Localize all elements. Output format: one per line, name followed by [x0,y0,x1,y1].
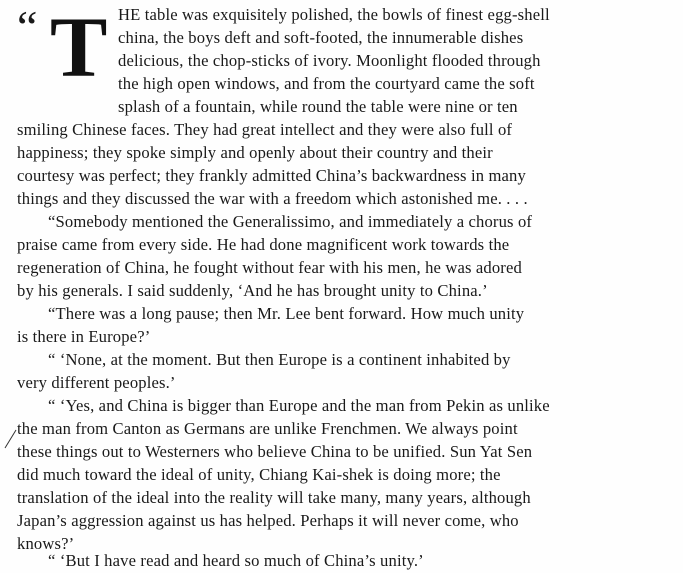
text-line: smiling Chinese faces. They had great intellect and they were also full of [17,120,513,139]
text-line: “ ‘Yes, and China is bigger than Europe and the man from Pekin as unlike [48,396,550,415]
text-line: translation of the ideal into the reality will take many, many years, although [17,488,531,507]
text-line: “There was a long pause; then Mr. Lee bent forward. How much unity [48,304,525,323]
text-line: splash of a fountain, while round the table were nine or ten [118,97,518,116]
text-line: very different peoples.’ [17,373,176,392]
text-line: knows?’ [17,534,75,553]
text-line: things and they discussed the war with a freedom which astonished me. . . . [17,189,528,208]
text-line: the man from Canton as Germans are unlike Frenchmen. We always point [17,419,518,438]
dropcap-open-quote: “ [17,1,38,52]
text-line: china, the boys deft and soft-footed, the innumerable dishes [118,28,524,47]
text-line: praise came from every side. He had done magnificent work towards the [17,235,510,254]
text-line: courtesy was perfect; they frankly admitted China’s backwardness in many [17,166,526,185]
text-line: these things out to Westerners who believe China to be unified. Sun Yat Sen [17,442,533,461]
margin-pen-mark [2,428,18,450]
dropcap-letter: T [50,0,108,95]
text-line: “Somebody mentioned the Generalissimo, and immediately a chorus of [48,212,533,231]
text-line: the high open windows, and from the courtyard came the soft [118,74,535,93]
text-line: happiness; they spoke simply and openly about their country and their [17,143,493,162]
text-line: is there in Europe?’ [17,327,151,346]
text-line: “ ‘But I have read and heard so much of China’s unity.’ [48,551,424,570]
text-line: by his generals. I said suddenly, ‘And he has brought unity to China.’ [17,281,488,300]
text-line: Japan’s aggression against us has helped. Perhaps it will never come, who [17,511,519,530]
text-line: HE table was exquisitely polished, the bowls of finest egg-shell [118,5,550,24]
text-line: did much toward the ideal of unity, Chiang Kai-shek is doing more; the [17,465,501,484]
text-line: “ ‘None, at the moment. But then Europe is a continent inhabited by [48,350,511,369]
text-line: regeneration of China, he fought without fear with his men, he was adored [17,258,522,277]
text-line: delicious, the chop-sticks of ivory. Moonlight flooded through [118,51,541,70]
